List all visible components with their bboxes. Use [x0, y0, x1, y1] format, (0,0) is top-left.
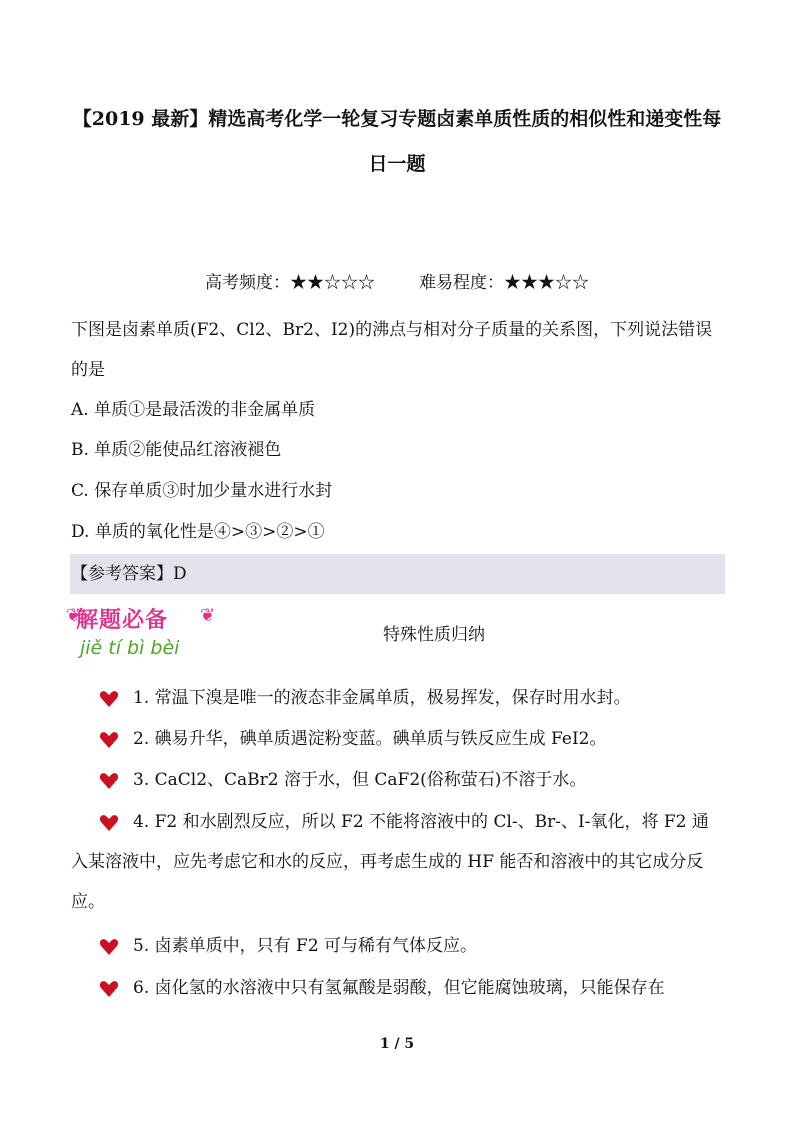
list-item [71, 968, 725, 1008]
logo-pinyin: jiě tí bì bèi [80, 637, 180, 659]
item-text: 5. 卤素单质中，只有 F2 可与稀有气体反应。 [133, 936, 478, 956]
section-title: 特殊性质归纳 [383, 625, 485, 645]
list-item [71, 760, 725, 800]
swirl-left-icon: ❦ [66, 605, 82, 626]
question-stem: 下图是卤素单质(F2、Cl2、Br2、I2)的沸点与相对分子质量的关系图，下列说法错误的是 [71, 320, 713, 380]
swirl-right-icon: ❦ [200, 605, 216, 626]
item-text: 2. 碘易升华，碘单质遇淀粉变蓝。碘单质与铁反应生成 FeI2。 [133, 729, 607, 749]
item-text: 1. 常温下溴是唯一的液态非金属单质，极易挥发，保存时用水封。 [133, 688, 631, 708]
heart-icon [71, 980, 119, 998]
item-text: 6. 卤化氢的水溶液中只有氢氟酸是弱酸，但它能腐蚀玻璃，只能保存在 [133, 978, 665, 998]
option-b: B. 单质②能使品红溶液褪色 [71, 440, 282, 460]
item-text: 4. F2 和水剧烈反应，所以 F2 不能将溶液中的 Cl-、Br-、I-氧化，将 F2 通入某溶液中，应先考虑它和水的反应，再考虑生成的 HF 能否和溶液中的其它成分反应。 [71, 812, 709, 912]
frequency-label: 高考频度：★★☆☆☆ [205, 273, 375, 293]
list-item [71, 678, 725, 718]
heart-icon [71, 731, 119, 749]
item-text: 3. CaCl2、CaBr2 溶于水，但 CaF2(俗称萤石)不溶于水。 [133, 770, 587, 790]
logo-text: 解题必备 [76, 608, 169, 633]
option-d: D. 单质的氧化性是④>③>②>① [71, 522, 325, 542]
document-title: 【2019 最新】精选高考化学一轮复习专题卤素单质性质的相似性和递变性每日一题 [72, 108, 722, 175]
option-a: A. 单质①是最活泼的非金属单质 [71, 400, 316, 420]
option-c: C. 保存单质③时加少量水进行水封 [71, 481, 333, 501]
heart-icon [71, 690, 119, 708]
heart-icon [99, 814, 119, 832]
list-item [71, 802, 725, 922]
heart-icon [71, 772, 119, 790]
difficulty-label: 难易程度：★★★☆☆ [419, 273, 589, 293]
logo [66, 603, 220, 665]
list-item [71, 719, 725, 759]
heart-icon [71, 938, 119, 956]
frequency-line [0, 270, 794, 296]
page-number: 1 / 5 [379, 1036, 415, 1052]
list-item [71, 926, 725, 966]
reference-answer: 【参考答案】D [70, 554, 725, 594]
